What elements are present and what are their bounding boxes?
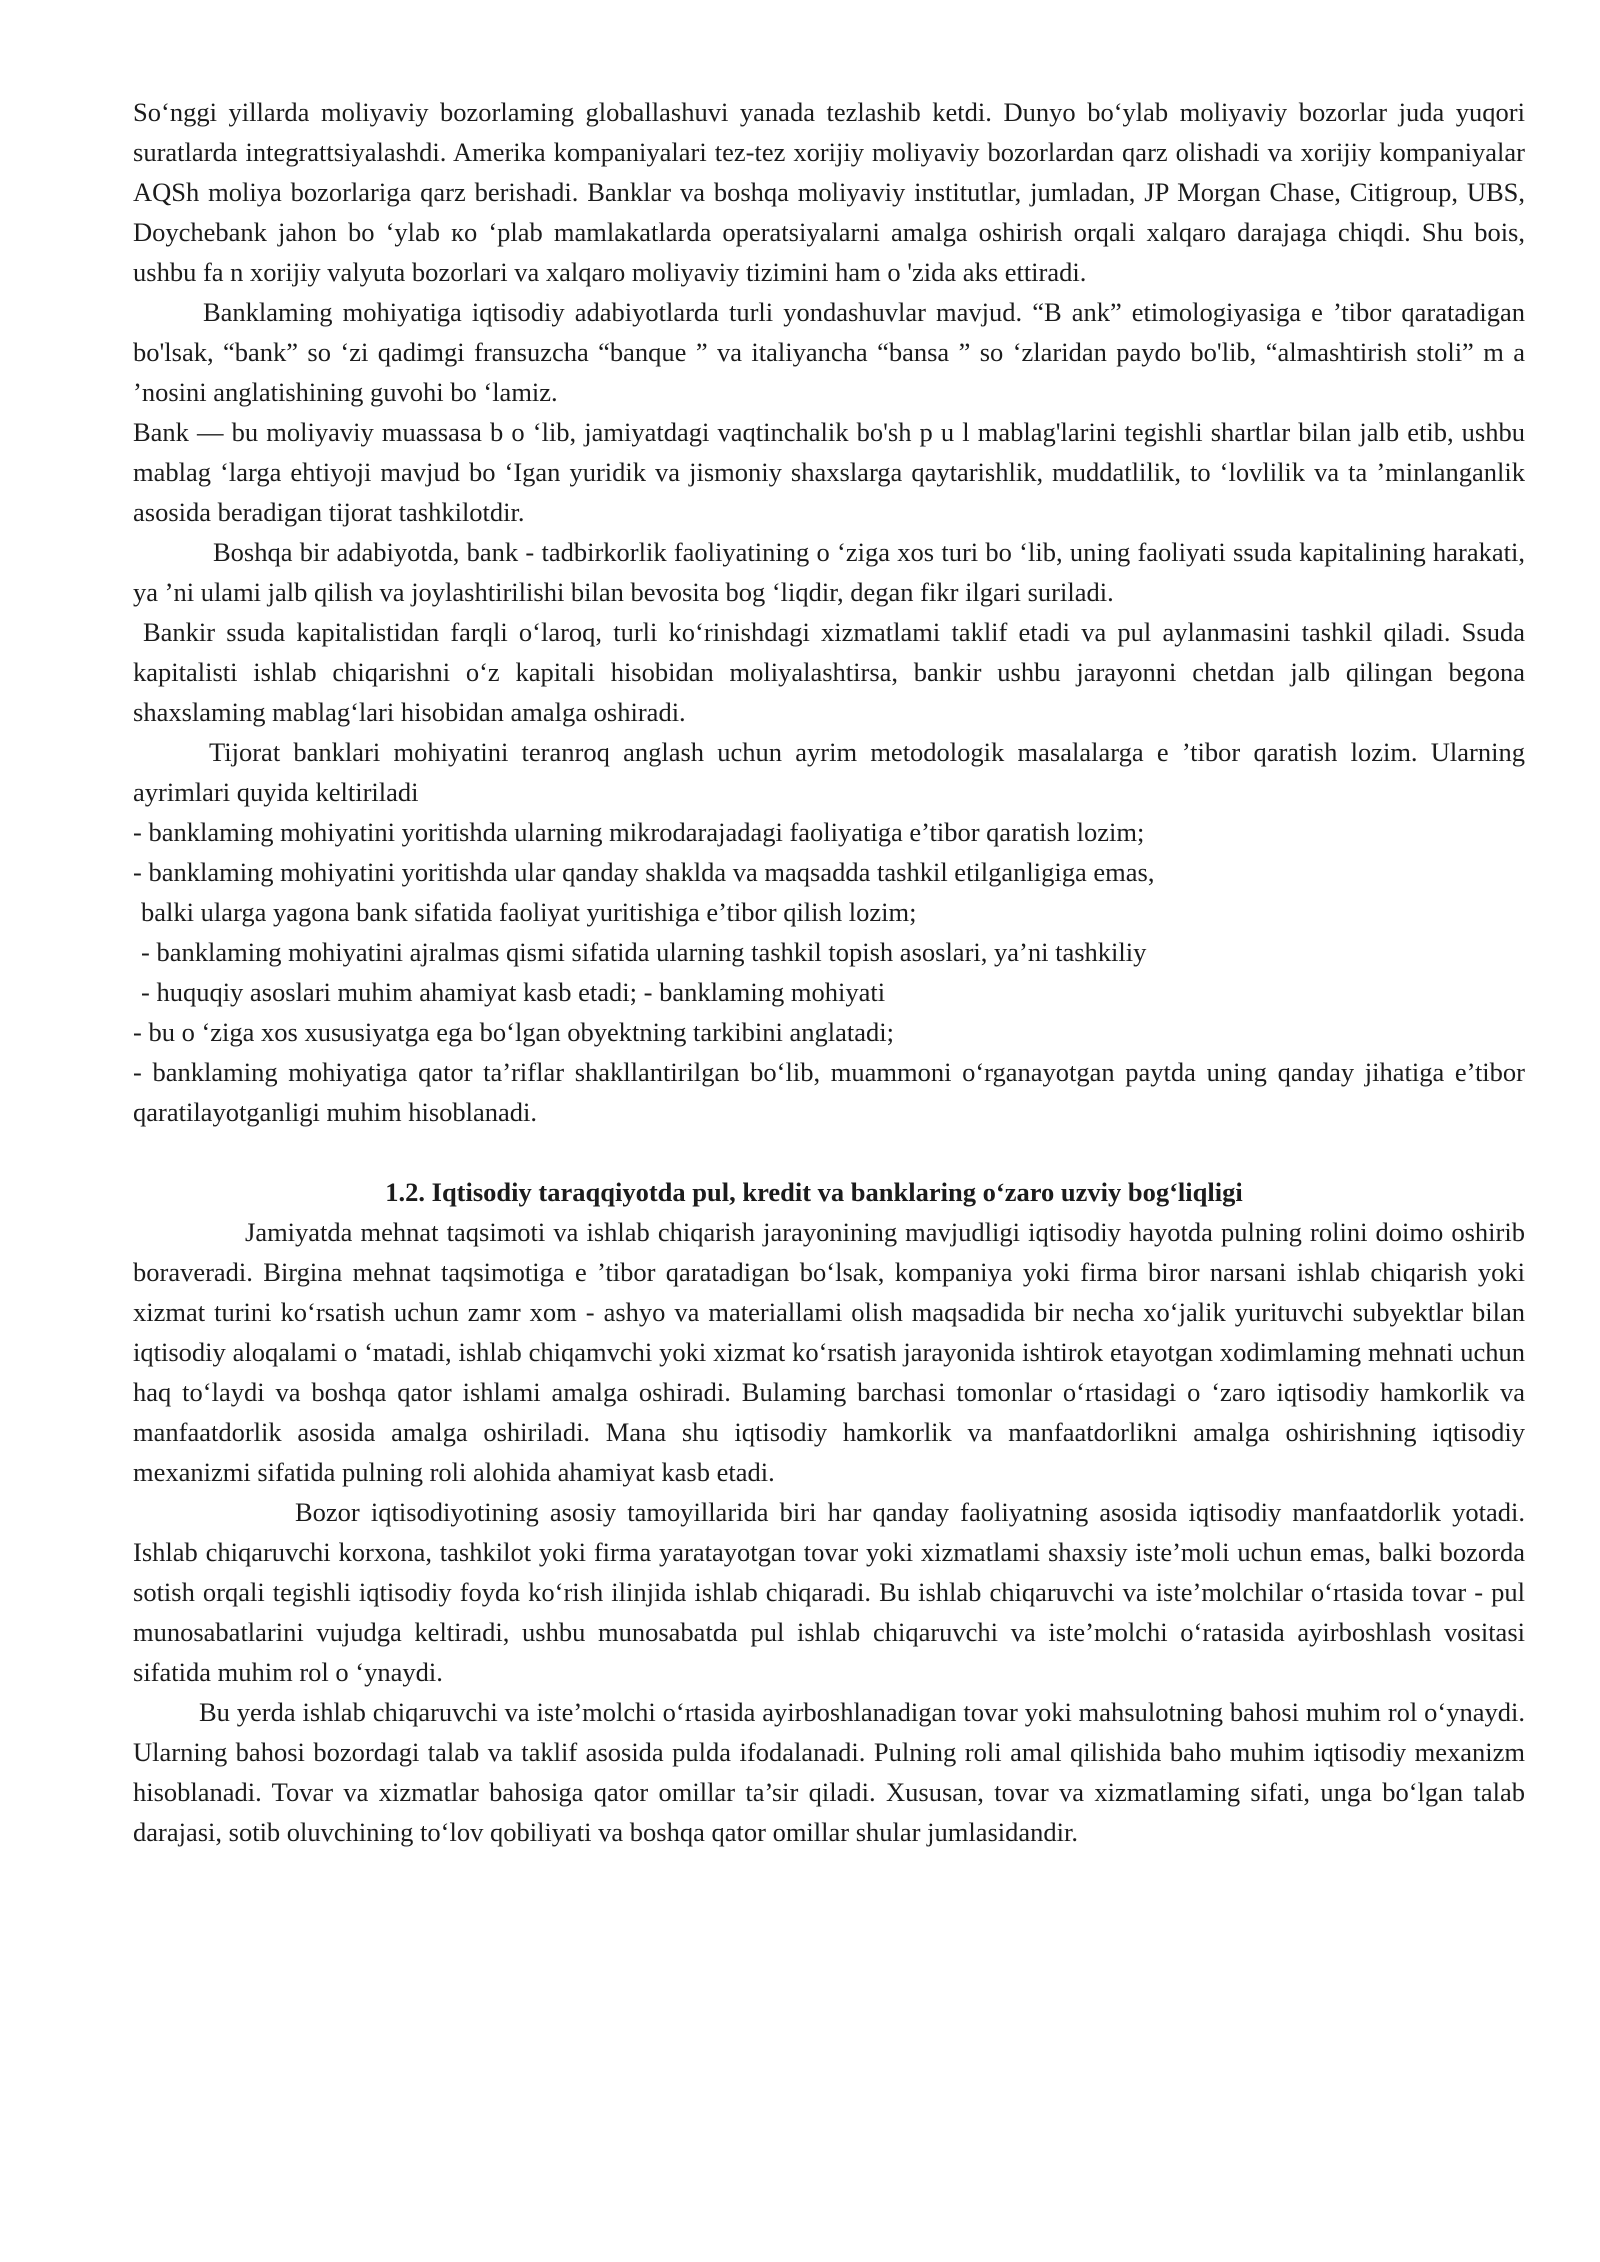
paragraph-market-economy: Bozor iqtisodiyotining asosiy tamoyillarida biri har qanday faoliyatning asosida iqtisodiy manfaatdorlik yotadi. Ishlab chiqaruvchi korxona, tashkilot yoki firma yaratayotgan tovar yoki xizmatlami shaxsiy iste’moli uchun emas, balki bozorda sotish orqali tegishli iqtisodiy foyda ko‘rish ilinjida ishlab chiqaradi. Bu ishlab chiqaruvchi va iste’molchilar o‘rtasida tovar - pul munosabatlarini vujudga keltiradi, ushbu munosabatda pul ishlab chiqaruvchi va iste’molchi o‘ratasida ayirboshlash vositasi sifatida muhim rol o ‘ynaydi. [133,1497,1525,1687]
list-item: - huquqiy asoslari muhim ahamiyat kasb etadi; - banklaming mohiyati [141,977,886,1007]
list-item: - banklaming mohiyatini ajralmas qismi sifatida ularning tashkil topish asoslari, ya’ni tashkiliy [141,937,1147,967]
list-item: balki ularga yagona bank sifatida faoliyat yuritishiga e’tibor qilish lozim; [141,897,917,927]
paragraph-banker: Bankir ssuda kapitalistidan farqli o‘laroq, turli ko‘rinishdagi xizmatlami taklif etadi va pul aylanmasini tashkil qiladi. Ssuda kapitalisti ishlab chiqarishni o‘z kapitali hisobidan moliyalashtirsa, bankir ushbu jarayonni chetdan jalb qilingan begona shaxslaming mablag‘lari hisobidan amalga oshiradi. [133,617,1525,727]
paragraph-globalization: So‘nggi yillarda moliyaviy bozorlaming globallashuvi yanada tezlashib ketdi. Dunyo bo‘ylab moliyaviy bozorlar juda yuqori suratlarda integrattsiyalashdi. Amerika kompaniyalari tez-tez xorijiy moliyaviy bozorlardan qarz olishadi va xorijiy kompaniyalar AQSh moliya bozorlariga qarz berishadi. Banklar va boshqa moliyaviy institutlar, jumladan, JP Morgan Chase, Citigroup, UBS, Doychebank jahon bo ‘ylab кo ‘plab mamlakatlarda operatsiyalarni amalga oshirish orqali xalqaro darajaga chiqdi. Shu bois, ushbu fa n xorijiy valyuta bozorlari va xalqaro moliyaviy tizimini ham o 'zida aks ettiradi. [133,97,1525,287]
list-item: - banklaming mohiyatiga qator ta’riflar shakllantirilgan bo‘lib, muammoni o‘rganayotgan paytda uning qanday jihatiga e’tibor qaratilayotganligi muhim hisoblanadi. [133,1057,1525,1127]
paragraph-bank-definition: Bank — bu moliyaviy muassasa b o ‘lib, jamiyatdagi vaqtinchalik bo'sh p u l mablag'larini tegishli shartlar bilan jalb etib, ushbu mablag ‘larga ehtiyoji mavjud bo ‘Igan yuridik va jismoniy shaxslarga qaytarishlik, muddatlilik, to ‘lovlilik va ta ’minlanganlik asosida beradigan tijorat tashkilotdir. [133,417,1525,527]
list-item: - banklaming mohiyatini yoritishda ular qanday shaklda va maqsadda tashkil etilganligiga emas, [133,857,1155,887]
paragraph-other-literature: Boshqa bir adabiyotda, bank - tadbirkorlik faoliyatining o ‘ziga xos turi bo ‘lib, uning faoliyati ssuda kapitalining harakati, ya ’ni ulami jalb qilish va joylashtirilishi bilan bevosita bog ‘liqdir, degan fikr ilgari suriladi. [133,537,1525,607]
paragraph-commercial-banks: Tijorat banklari mohiyatini teranroq anglash uchun ayrim metodologik masalalarga e ’tibor qaratish lozim. Ularning ayrimlari quyida keltiriladi [133,737,1525,807]
list-item: - banklaming mohiyatini yoritishda ularning mikrodarajadagi faoliyatiga e’tibor qaratish lozim; [133,817,1145,847]
paragraph-price-role: Bu yerda ishlab chiqaruvchi va iste’molchi o‘rtasida ayirboshlanadigan tovar yoki mahsulotning bahosi muhim rol o‘ynaydi. Ularning bahosi bozordagi talab va taklif asosida pulda ifodalanadi. Pulning roli amal qilishida baho muhim iqtisodiy mexanizm hisoblanadi. Tovar va xizmatlar bahosiga qator omillar ta’sir qiladi. Xususan, tovar va xizmatlaming sifati, unga bo‘lgan talab darajasi, sotib oluvchining to‘lov qobiliyati va boshqa qator omillar shular jumlasidandir. [133,1697,1525,1847]
paragraph-labor-division: Jamiyatda mehnat taqsimoti va ishlab chiqarish jarayonining mavjudligi iqtisodiy hayotda pulning rolini doimo oshirib boraveradi. Birgina mehnat taqsimotiga e ’tibor qaratadigan bo‘lsak, kompaniya yoki firma biror narsani ishlab chiqarish yoki xizmat turini ko‘rsatish uchun zamr xom - ashyo va materiallami olish maqsadida bir necha xo‘jalik yurituvchi subyektlar bilan iqtisodiy aloqalami o ‘matadi, ishlab chiqamvchi yoki xizmat ko‘rsatish jarayonida ishtirok etayotgan xodimlaming mehnati uchun haq to‘laydi va boshqa qator ishlami amalga oshiradi. Bulaming barchasi tomonlar o‘rtasidagi o ‘zaro iqtisodiy hamkorlik va manfaatdorlik asosida amalga oshiriladi. Mana shu iqtisodiy hamkorlik va manfaatdorlikni amalga oshirishning iqtisodiy mexanizmi sifatida pulning roli alohida ahamiyat kasb etadi. [133,1217,1525,1487]
list-item: - bu o ‘ziga xos xususiyatga ega bo‘lgan obyektning tarkibini anglatadi; [133,1017,894,1047]
bullet-list [133,812,1525,1132]
paragraph-bank-etymology: Banklaming mohiyatiga iqtisodiy adabiyotlarda turli yondashuvlar mavjud. “B ank” etimologiyasiga e ’tibor qaratadigan bo'lsak, “bank” so ‘zi qadimgi fransuzcha “banque ” va italiyancha “bansa ” so ‘zlaridan paydo bo'lib, “almashtirish stoli” m a ’nosini anglatishining guvohi bo ‘lamiz. [133,297,1525,407]
section-heading: 1.2. Iqtisodiy taraqqiyotda pul, kredit va banklaring o‘zaro uzviy bog‘liqligi [385,1177,1243,1207]
document-page [133,92,1525,1852]
